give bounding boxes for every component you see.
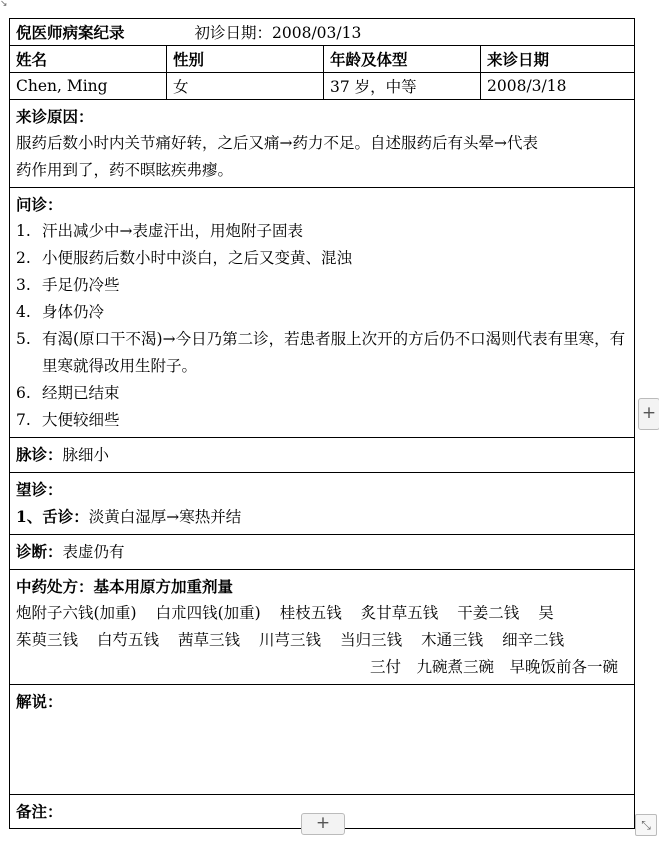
record-title: 倪医师病案纪录 xyxy=(16,23,125,42)
patient-age-build[interactable]: 37 岁，中等 xyxy=(324,73,481,99)
dosage-instructions: 三付 九碗煮三碗 早晚饭前各一碗 xyxy=(369,658,618,676)
herb-item: 白芍五钱 xyxy=(97,631,160,649)
observation-label: 望诊： xyxy=(16,480,63,499)
inquiry-label: 问诊： xyxy=(16,195,63,214)
herb-item: 川芎三钱 xyxy=(259,631,322,649)
reason-line: 服药后数小时内关节痛好转，之后又痛→药力不足。自述服药后有头晕→代表 xyxy=(16,134,538,152)
list-item: 7. 大便较细些 xyxy=(16,411,120,429)
herb-item: 桂枝五钱 xyxy=(279,604,342,622)
tongue-label: 1、舌诊： xyxy=(16,507,89,526)
diagnosis-section[interactable] xyxy=(10,535,634,570)
explanation-label: 解说： xyxy=(16,692,63,711)
visit-date[interactable]: 2008/3/18 xyxy=(487,77,567,95)
herb-item: 当归三钱 xyxy=(340,631,403,649)
tongue-value: 淡黄白湿厚→寒热并结 xyxy=(88,508,242,526)
case-record-document xyxy=(9,18,635,829)
inquiry-section[interactable] xyxy=(10,188,634,438)
herb-item: 白朮四钱(加重) xyxy=(155,604,261,622)
prescription-label: 中药处方：基本用原方加重剂量 xyxy=(16,577,234,596)
herb-item: 木通三钱 xyxy=(421,631,484,649)
visit-date-label: 来诊日期 xyxy=(487,50,550,69)
list-item: 1. 汗出减少中→表虚汗出，用炮附子固表 xyxy=(16,222,303,240)
herb-item: 钱 xyxy=(548,631,565,649)
herb-item: 茱萸三钱 xyxy=(16,631,79,649)
diagnosis-label: 诊断： xyxy=(16,542,63,561)
add-row-button[interactable]: + xyxy=(301,813,345,835)
observation-section[interactable] xyxy=(10,473,634,535)
list-item: 2. 小便服药后数小时中淡白，之后又变黄、混浊 xyxy=(16,249,353,267)
reason-line: 药作用到了，药不暝眩疾弗瘳。 xyxy=(16,161,234,179)
pulse-value: 脉细小 xyxy=(62,446,110,464)
info-header-row xyxy=(10,46,634,73)
herb-item: 吴 xyxy=(538,604,554,622)
resize-handle-icon[interactable]: ⤡ xyxy=(635,814,657,836)
anchor-icon: ↘ xyxy=(0,0,8,9)
remarks-label: 备注： xyxy=(16,802,63,821)
tongue-line xyxy=(16,503,628,531)
herb-item: 干姜二钱 xyxy=(457,604,520,622)
reason-section[interactable] xyxy=(10,100,634,188)
herb-item: 炮附子六钱(加重) xyxy=(16,604,137,622)
add-column-button[interactable]: + xyxy=(638,398,659,430)
patient-name[interactable]: Chen, Ming xyxy=(10,73,167,99)
herb-item: 细辛二 xyxy=(502,631,549,649)
list-item: 6. 经期已结束 xyxy=(16,384,120,402)
patient-gender[interactable]: 女 xyxy=(167,73,324,99)
pulse-label: 脉诊： xyxy=(16,445,63,464)
title-row xyxy=(10,19,634,46)
list-item: 3. 手足仍冷些 xyxy=(16,276,120,294)
explanation-section[interactable] xyxy=(10,685,634,795)
first-visit-date: 初诊日期：2008/03/13 xyxy=(194,24,362,42)
info-value-row xyxy=(10,73,634,100)
list-item: 5. 有渴(原口干不渴)→今日乃第二诊，若患者服上次开的方后仍不口渴则代表有里寒，有里寒就得改用生附子。 xyxy=(16,330,626,375)
gender-label: 性别 xyxy=(167,46,324,72)
pulse-section[interactable] xyxy=(10,438,634,473)
diagnosis-value: 表虚仍有 xyxy=(62,543,125,561)
herb-item: 炙甘草五钱 xyxy=(360,604,439,622)
prescription-section[interactable] xyxy=(10,570,634,685)
list-item: 4. 身体仍冷 xyxy=(16,303,105,321)
herb-list xyxy=(16,600,628,654)
age-build-label: 年龄及体型 xyxy=(324,46,481,72)
inquiry-list xyxy=(16,218,628,434)
name-label: 姓名 xyxy=(10,46,167,72)
herb-item: 茜草三钱 xyxy=(178,631,241,649)
reason-label: 来诊原因： xyxy=(16,107,94,126)
